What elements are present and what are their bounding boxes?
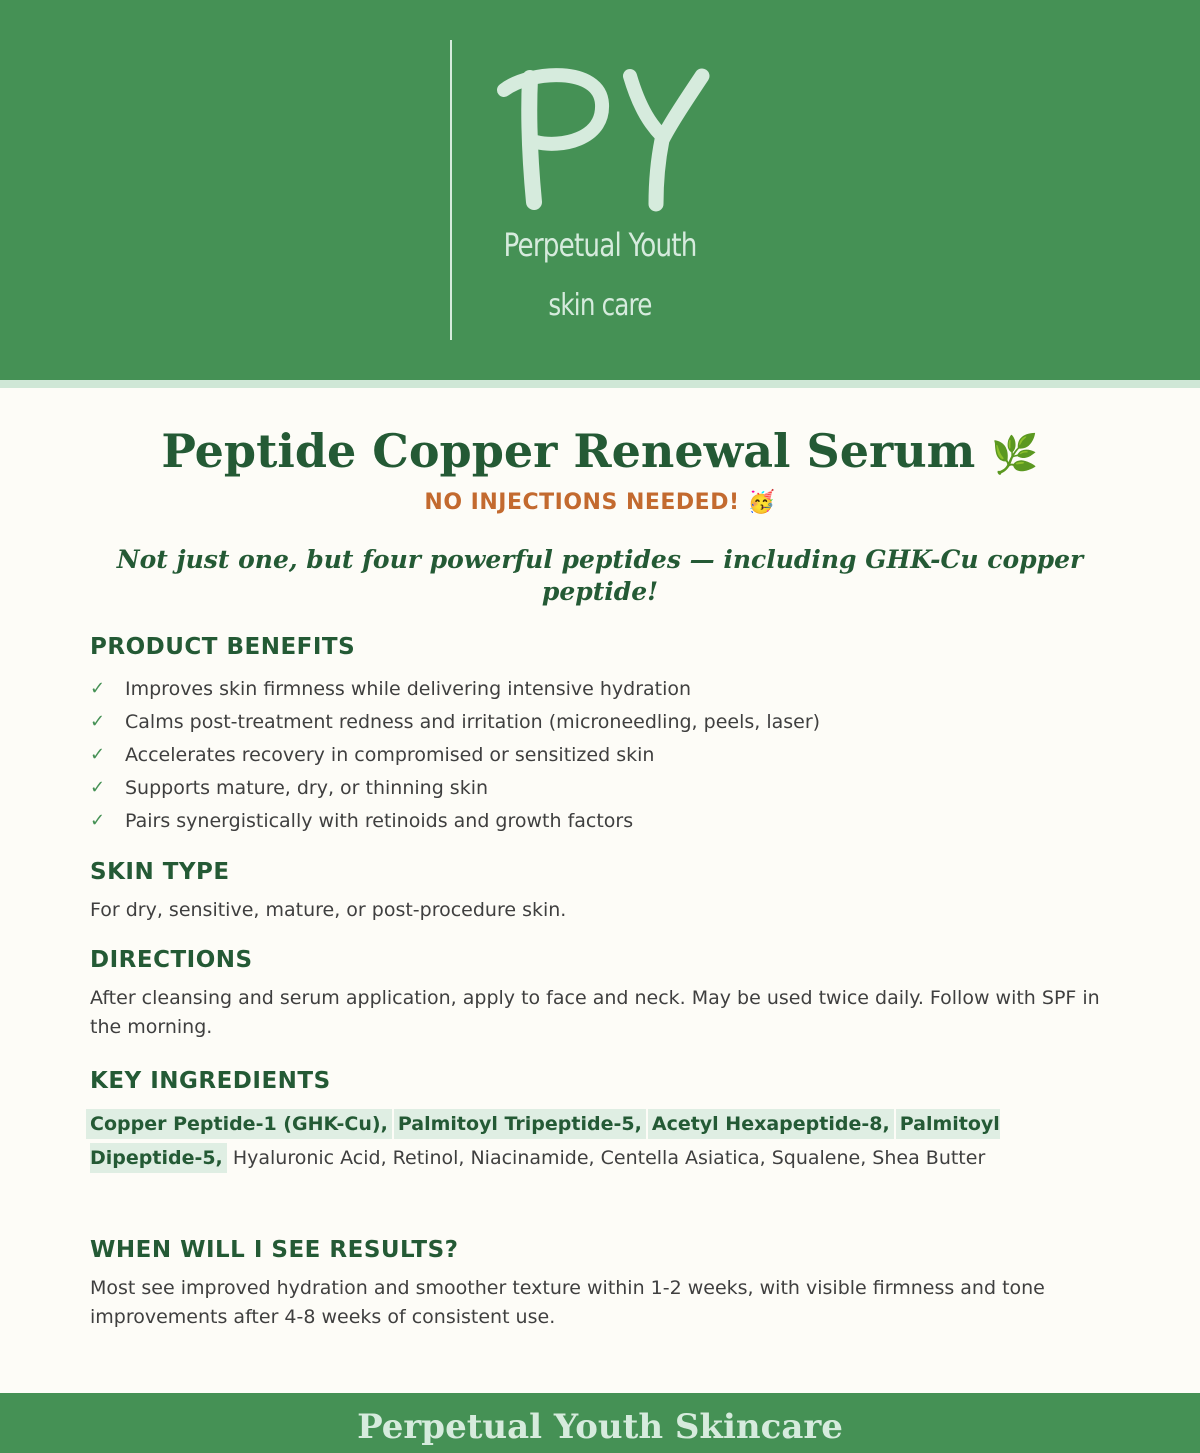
logo-divider <box>450 40 452 340</box>
benefit-text: Accelerates recovery in compromised or sensitized skin <box>125 744 655 766</box>
directions-text: After cleansing and serum application, apply to face and neck. May be used twice daily. Follow with SPF in the morning. <box>90 987 1100 1038</box>
check-icon: ✓ <box>90 810 106 831</box>
results-heading: WHEN WILL I SEE RESULTS? <box>90 1237 459 1263</box>
ingredients-list <box>90 1107 1110 1175</box>
party-face-icon: 🥳 <box>747 490 776 515</box>
benefit-text: Improves skin firmness while delivering intensive hydration <box>125 678 692 700</box>
benefit-text: Pairs synergistically with retinoids and growth factors <box>125 810 634 832</box>
list-item <box>90 676 820 709</box>
logo-brand-sub: skin care <box>548 288 652 323</box>
footer-banner <box>0 1393 1200 1453</box>
check-icon: ✓ <box>90 711 106 732</box>
list-item <box>90 709 820 742</box>
directions-heading: DIRECTIONS <box>90 947 253 973</box>
ingredient-highlight: Acetyl Hexapeptide-8, <box>648 1109 894 1139</box>
ingredient-highlight: Copper Peptide-1 (GHK-Cu), <box>86 1109 392 1139</box>
subtitle-text: NO INJECTIONS NEEDED! <box>424 490 740 515</box>
check-icon: ✓ <box>90 678 106 699</box>
results-text: Most see improved hydration and smoother texture within 1-2 weeks, with visible firmness and tone improvements after 4-8 weeks of consistent use. <box>90 1277 1045 1328</box>
product-title <box>0 424 1200 478</box>
skin-type-text: For dry, sensitive, mature, or post-procedure skin. <box>90 899 567 921</box>
ingredient-rest: Hyaluronic Acid, Retinol, Niacinamide, Centella Asiatica, Squalene, Shea Butter <box>232 1147 986 1169</box>
benefit-text: Calms post-treatment redness and irritation (microneedling, peels, laser) <box>125 711 821 733</box>
benefit-text: Supports mature, dry, or thinning skin <box>125 777 489 799</box>
product-title-text: Peptide Copper Renewal Serum <box>161 424 976 478</box>
skin-type-heading: SKIN TYPE <box>90 859 230 885</box>
ingredient-highlight: Palmitoyl Tripeptide-5, <box>394 1109 646 1139</box>
header-stripe <box>0 380 1200 388</box>
ingredient-highlight: Palmitoyl Dipeptide-5, <box>90 1109 1000 1173</box>
py-logo-mark <box>490 60 720 220</box>
check-icon: ✓ <box>90 744 106 765</box>
footer-brand-text: Perpetual Youth Skincare <box>357 1407 843 1447</box>
product-tagline: Not just one, but four powerful peptides — including GHK-Cu copper peptide! <box>116 545 1084 606</box>
list-item <box>90 808 820 841</box>
logo-brand-name: Perpetual Youth <box>503 226 697 264</box>
benefits-list <box>90 676 820 841</box>
leaf-icon: 🌿 <box>991 432 1039 476</box>
list-item <box>90 775 820 808</box>
check-icon: ✓ <box>90 777 106 798</box>
benefits-heading: PRODUCT BENEFITS <box>90 634 356 660</box>
ingredients-heading: KEY INGREDIENTS <box>90 1068 331 1094</box>
list-item <box>90 742 820 775</box>
product-subtitle <box>0 490 1200 515</box>
